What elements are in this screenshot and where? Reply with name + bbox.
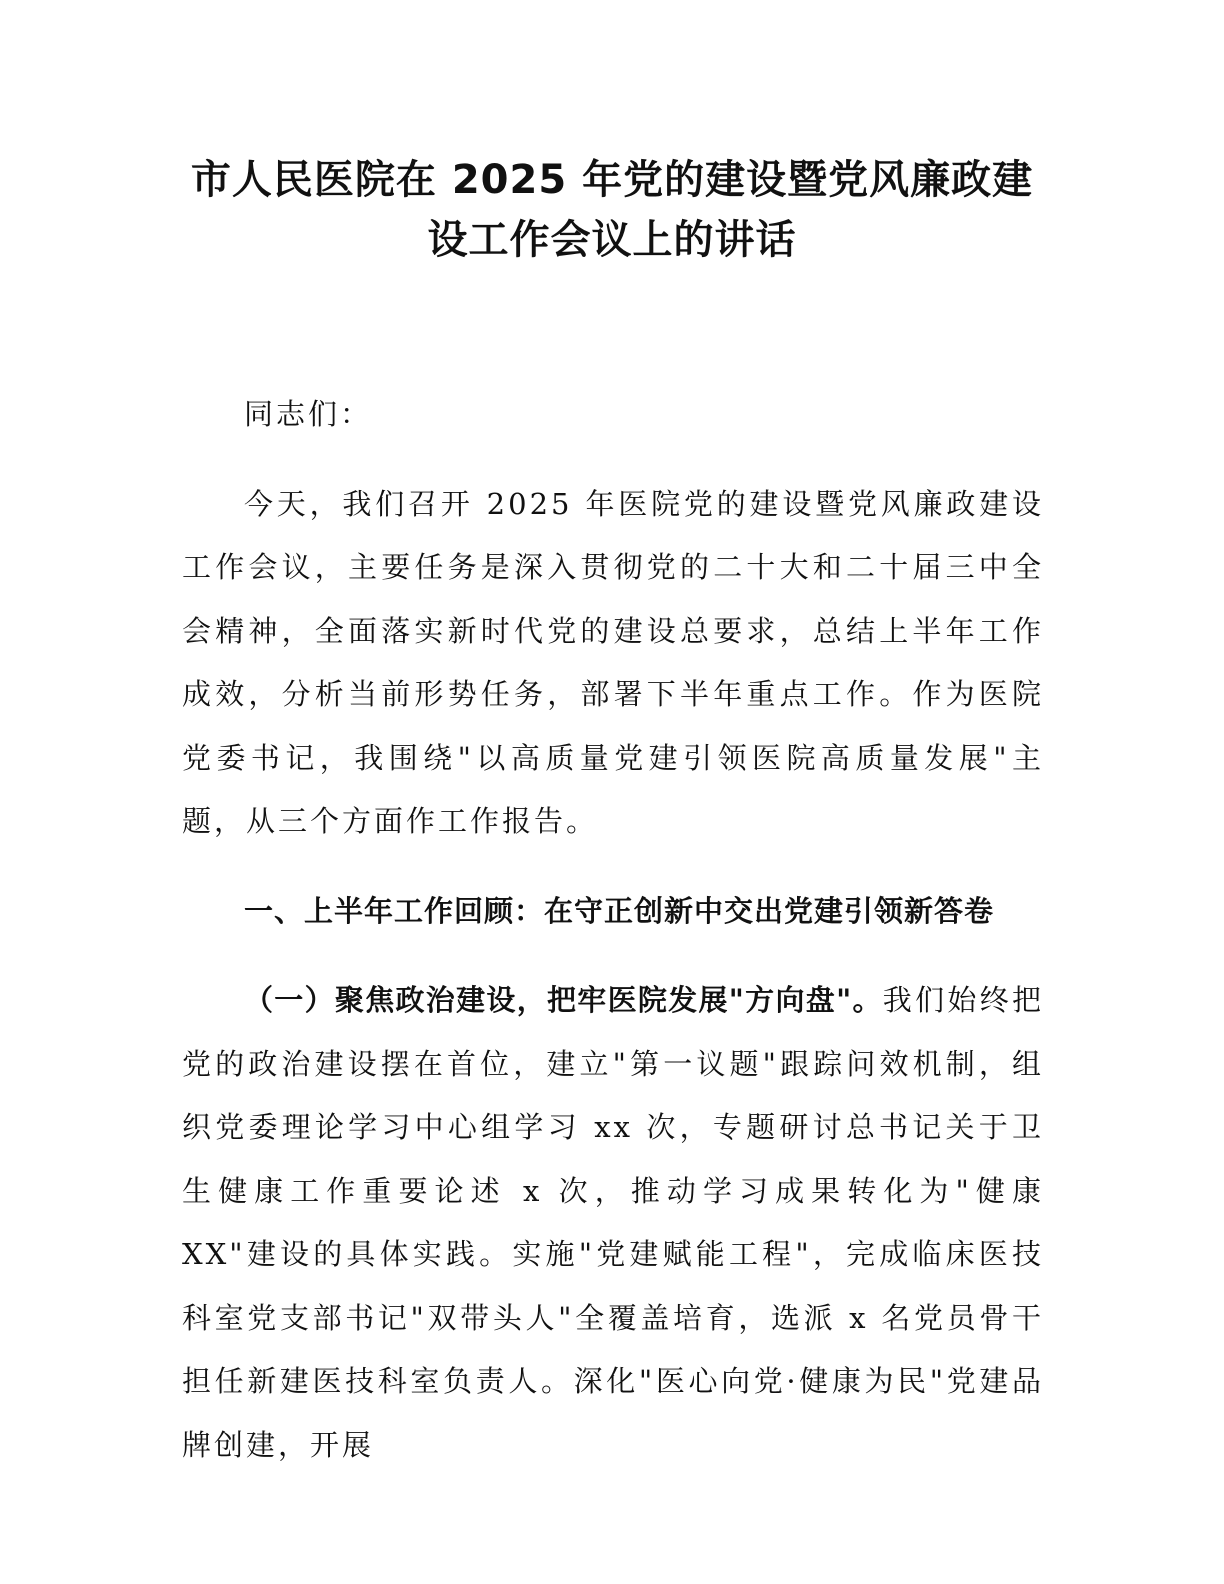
- salutation: 同志们：: [244, 397, 373, 431]
- document-body: [182, 383, 1044, 1477]
- subsection-lead-1: （一）聚焦政治建设，把牢医院发展"方向盘"。: [244, 983, 883, 1017]
- document-title: [160, 150, 1064, 270]
- title-line-2: 设工作会议上的讲话: [427, 217, 797, 263]
- subsection-paragraph-1: [182, 969, 1044, 1477]
- intro-paragraph: 今天，我们召开 2025 年医院党的建设暨党风廉政建设工作会议，主要任务是深入贯彻党的二十大和二十届三中全会精神，全面落实新时代党的建设总要求，总结上半年工作成效，分析当前形势任务，部署下半年重点工作。作为医院党委书记，我围绕"以高质量党建引领医院高质量发展"主题，从三个方面作工作报告。: [182, 486, 1044, 838]
- subsection-text-1: 我们始终把党的政治建设摆在首位，建立"第一议题"跟踪问效机制，组织党委理论学习中心组学习 xx 次，专题研讨总书记关于卫生健康工作重要论述 x 次，推动学习成果转化为"健康 XX"建设的具体实践。实施"党建赋能工程"，完成临床医技科室党支部书记"双带头人"全覆盖培育，选派 x 名党员骨干担任新建医技科室负责人。深化"医心向党·健康为民"党建品牌创建，开展: [182, 983, 1044, 1462]
- title-line-1: 市人民医院在 2025 年党的建设暨党风廉政建: [190, 157, 1034, 203]
- section-heading-1: 一、上半年工作回顾：在守正创新中交出党建引领新答卷: [244, 893, 995, 928]
